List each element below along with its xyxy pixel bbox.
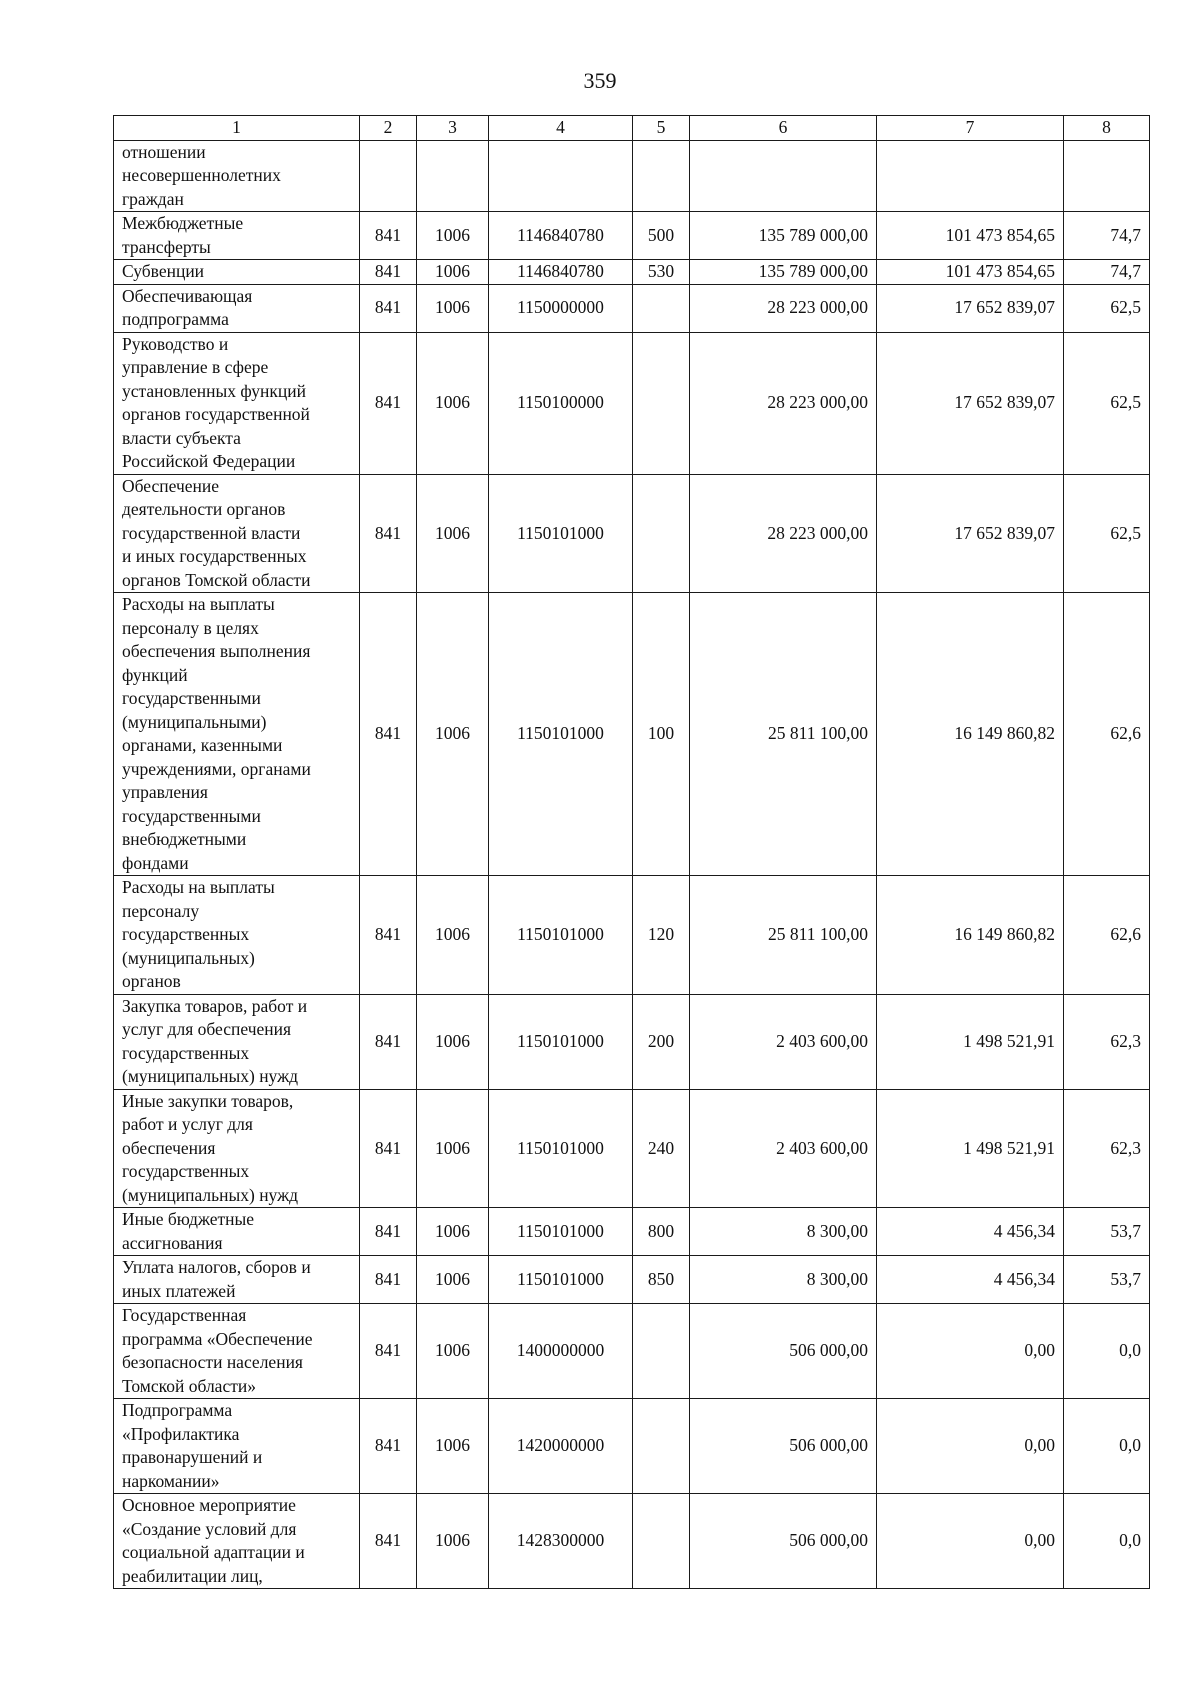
cell-percent-8: 0,0 xyxy=(1064,1304,1150,1399)
cell-item-name: Обеспечивающая подпрограмма xyxy=(114,284,360,332)
cell-amount-6: 28 223 000,00 xyxy=(690,332,877,474)
table-row xyxy=(114,994,1150,1089)
cell-percent-8: 62,3 xyxy=(1064,1089,1150,1208)
cell-code-2: 841 xyxy=(360,1494,417,1589)
cell-item-name: Обеспечение деятельности органов государственной власти и иных государственных органов Томской области xyxy=(114,474,360,593)
cell-item-name: Государственная программа «Обеспечение безопасности населения Томской области» xyxy=(114,1304,360,1399)
cell-percent-8: 0,0 xyxy=(1064,1494,1150,1589)
cell-code-3: 1006 xyxy=(417,1399,489,1494)
cell-code-4: 1400000000 xyxy=(489,1304,633,1399)
cell-code-2: 841 xyxy=(360,1256,417,1304)
cell-code-5 xyxy=(633,474,690,593)
cell-code-4: 1150101000 xyxy=(489,474,633,593)
table-row xyxy=(114,260,1150,285)
cell-amount-7: 1 498 521,91 xyxy=(877,1089,1064,1208)
cell-amount-6: 28 223 000,00 xyxy=(690,284,877,332)
cell-percent-8: 62,6 xyxy=(1064,593,1150,876)
cell-code-4: 1150101000 xyxy=(489,1208,633,1256)
cell-code-4: 1420000000 xyxy=(489,1399,633,1494)
cell-item-name: Уплата налогов, сборов и иных платежей xyxy=(114,1256,360,1304)
cell-code-5: 120 xyxy=(633,876,690,995)
cell-amount-6: 135 789 000,00 xyxy=(690,212,877,260)
cell-item-name: Расходы на выплаты персоналу в целях обеспечения выполнения функций государственными (муниципальными) органами, казенными учреждениями, органами управления государственными внебюджетными фондами xyxy=(114,593,360,876)
cell-amount-6: 8 300,00 xyxy=(690,1256,877,1304)
column-header-3: 3 xyxy=(417,116,489,141)
cell-percent-8: 62,5 xyxy=(1064,474,1150,593)
cell-amount-7: 17 652 839,07 xyxy=(877,474,1064,593)
cell-code-5 xyxy=(633,1399,690,1494)
cell-amount-6: 2 403 600,00 xyxy=(690,1089,877,1208)
cell-code-3: 1006 xyxy=(417,212,489,260)
cell-code-3 xyxy=(417,140,489,212)
table-header xyxy=(114,116,1150,141)
table-row xyxy=(114,474,1150,593)
table-row xyxy=(114,1208,1150,1256)
cell-item-name: Закупка товаров, работ и услуг для обеспечения государственных (муниципальных) нужд xyxy=(114,994,360,1089)
table-row xyxy=(114,876,1150,995)
cell-amount-6 xyxy=(690,140,877,212)
cell-amount-6: 506 000,00 xyxy=(690,1494,877,1589)
cell-code-4: 1150100000 xyxy=(489,332,633,474)
cell-amount-6: 25 811 100,00 xyxy=(690,876,877,995)
cell-code-5 xyxy=(633,332,690,474)
table-row xyxy=(114,332,1150,474)
cell-amount-7: 101 473 854,65 xyxy=(877,260,1064,285)
column-header-8: 8 xyxy=(1064,116,1150,141)
cell-amount-7: 17 652 839,07 xyxy=(877,332,1064,474)
cell-amount-7: 4 456,34 xyxy=(877,1256,1064,1304)
cell-amount-6: 8 300,00 xyxy=(690,1208,877,1256)
cell-item-name: Руководство и управление в сфере установленных функций органов государственной власти субъекта Российской Федерации xyxy=(114,332,360,474)
cell-code-2: 841 xyxy=(360,1208,417,1256)
cell-amount-6: 25 811 100,00 xyxy=(690,593,877,876)
cell-code-3: 1006 xyxy=(417,994,489,1089)
column-header-5: 5 xyxy=(633,116,690,141)
table-row xyxy=(114,1089,1150,1208)
cell-code-5 xyxy=(633,1304,690,1399)
cell-code-4: 1150101000 xyxy=(489,1256,633,1304)
cell-percent-8: 62,3 xyxy=(1064,994,1150,1089)
table-row xyxy=(114,593,1150,876)
cell-code-4: 1146840780 xyxy=(489,212,633,260)
cell-amount-6: 135 789 000,00 xyxy=(690,260,877,285)
cell-code-3: 1006 xyxy=(417,474,489,593)
table-row xyxy=(114,1494,1150,1589)
cell-amount-7: 0,00 xyxy=(877,1399,1064,1494)
cell-code-3: 1006 xyxy=(417,1208,489,1256)
table-row xyxy=(114,1304,1150,1399)
cell-code-5: 850 xyxy=(633,1256,690,1304)
column-header-4: 4 xyxy=(489,116,633,141)
cell-amount-6: 2 403 600,00 xyxy=(690,994,877,1089)
cell-percent-8 xyxy=(1064,140,1150,212)
cell-code-5: 240 xyxy=(633,1089,690,1208)
cell-item-name: Межбюджетные трансферты xyxy=(114,212,360,260)
cell-code-4: 1150101000 xyxy=(489,593,633,876)
cell-code-5 xyxy=(633,284,690,332)
column-header-7: 7 xyxy=(877,116,1064,141)
cell-percent-8: 74,7 xyxy=(1064,260,1150,285)
table-row xyxy=(114,140,1150,212)
cell-percent-8: 74,7 xyxy=(1064,212,1150,260)
table-row xyxy=(114,212,1150,260)
cell-code-3: 1006 xyxy=(417,332,489,474)
cell-code-3: 1006 xyxy=(417,876,489,995)
cell-code-2: 841 xyxy=(360,260,417,285)
cell-code-3: 1006 xyxy=(417,1256,489,1304)
cell-code-5 xyxy=(633,1494,690,1589)
cell-amount-7: 17 652 839,07 xyxy=(877,284,1064,332)
cell-code-2: 841 xyxy=(360,593,417,876)
cell-amount-7: 16 149 860,82 xyxy=(877,593,1064,876)
cell-code-5: 100 xyxy=(633,593,690,876)
column-header-2: 2 xyxy=(360,116,417,141)
cell-item-name: Основное мероприятие «Создание условий для социальной адаптации и реабилитации лиц, xyxy=(114,1494,360,1589)
cell-code-2: 841 xyxy=(360,332,417,474)
cell-code-5: 200 xyxy=(633,994,690,1089)
cell-percent-8: 62,6 xyxy=(1064,876,1150,995)
header-row xyxy=(114,116,1150,141)
cell-percent-8: 62,5 xyxy=(1064,332,1150,474)
cell-amount-7: 101 473 854,65 xyxy=(877,212,1064,260)
cell-code-4: 1150000000 xyxy=(489,284,633,332)
cell-code-2: 841 xyxy=(360,1304,417,1399)
cell-code-5: 800 xyxy=(633,1208,690,1256)
page-number: 359 xyxy=(583,68,617,93)
budget-table xyxy=(113,115,1150,1589)
cell-code-4: 1150101000 xyxy=(489,876,633,995)
cell-amount-6: 28 223 000,00 xyxy=(690,474,877,593)
cell-amount-6: 506 000,00 xyxy=(690,1304,877,1399)
table-row xyxy=(114,284,1150,332)
cell-amount-7: 16 149 860,82 xyxy=(877,876,1064,995)
table-row xyxy=(114,1399,1150,1494)
cell-code-2 xyxy=(360,140,417,212)
column-header-1: 1 xyxy=(114,116,360,141)
cell-amount-7: 4 456,34 xyxy=(877,1208,1064,1256)
cell-code-2: 841 xyxy=(360,284,417,332)
cell-percent-8: 62,5 xyxy=(1064,284,1150,332)
cell-code-4: 1146840780 xyxy=(489,260,633,285)
cell-item-name: Иные закупки товаров, работ и услуг для обеспечения государственных (муниципальных) нужд xyxy=(114,1089,360,1208)
cell-code-3: 1006 xyxy=(417,1304,489,1399)
cell-code-3: 1006 xyxy=(417,260,489,285)
cell-amount-6: 506 000,00 xyxy=(690,1399,877,1494)
cell-amount-7: 0,00 xyxy=(877,1494,1064,1589)
cell-amount-7 xyxy=(877,140,1064,212)
cell-code-2: 841 xyxy=(360,212,417,260)
cell-item-name: Подпрограмма «Профилактика правонарушений и наркомании» xyxy=(114,1399,360,1494)
cell-percent-8: 0,0 xyxy=(1064,1399,1150,1494)
cell-code-5: 500 xyxy=(633,212,690,260)
cell-item-name: Расходы на выплаты персоналу государственных (муниципальных) органов xyxy=(114,876,360,995)
cell-code-3: 1006 xyxy=(417,1089,489,1208)
cell-code-2: 841 xyxy=(360,1399,417,1494)
column-header-6: 6 xyxy=(690,116,877,141)
cell-item-name: Иные бюджетные ассигнования xyxy=(114,1208,360,1256)
cell-item-name: отношении несовершеннолетних граждан xyxy=(114,140,360,212)
cell-code-2: 841 xyxy=(360,1089,417,1208)
table-body xyxy=(114,140,1150,1589)
cell-code-3: 1006 xyxy=(417,284,489,332)
cell-code-4 xyxy=(489,140,633,212)
cell-code-3: 1006 xyxy=(417,593,489,876)
table-row xyxy=(114,1256,1150,1304)
cell-item-name: Субвенции xyxy=(114,260,360,285)
cell-percent-8: 53,7 xyxy=(1064,1208,1150,1256)
cell-code-5: 530 xyxy=(633,260,690,285)
cell-amount-7: 0,00 xyxy=(877,1304,1064,1399)
cell-code-4: 1150101000 xyxy=(489,994,633,1089)
cell-code-2: 841 xyxy=(360,474,417,593)
cell-percent-8: 53,7 xyxy=(1064,1256,1150,1304)
cell-code-2: 841 xyxy=(360,994,417,1089)
cell-amount-7: 1 498 521,91 xyxy=(877,994,1064,1089)
cell-code-3: 1006 xyxy=(417,1494,489,1589)
cell-code-5 xyxy=(633,140,690,212)
cell-code-4: 1428300000 xyxy=(489,1494,633,1589)
cell-code-2: 841 xyxy=(360,876,417,995)
cell-code-4: 1150101000 xyxy=(489,1089,633,1208)
